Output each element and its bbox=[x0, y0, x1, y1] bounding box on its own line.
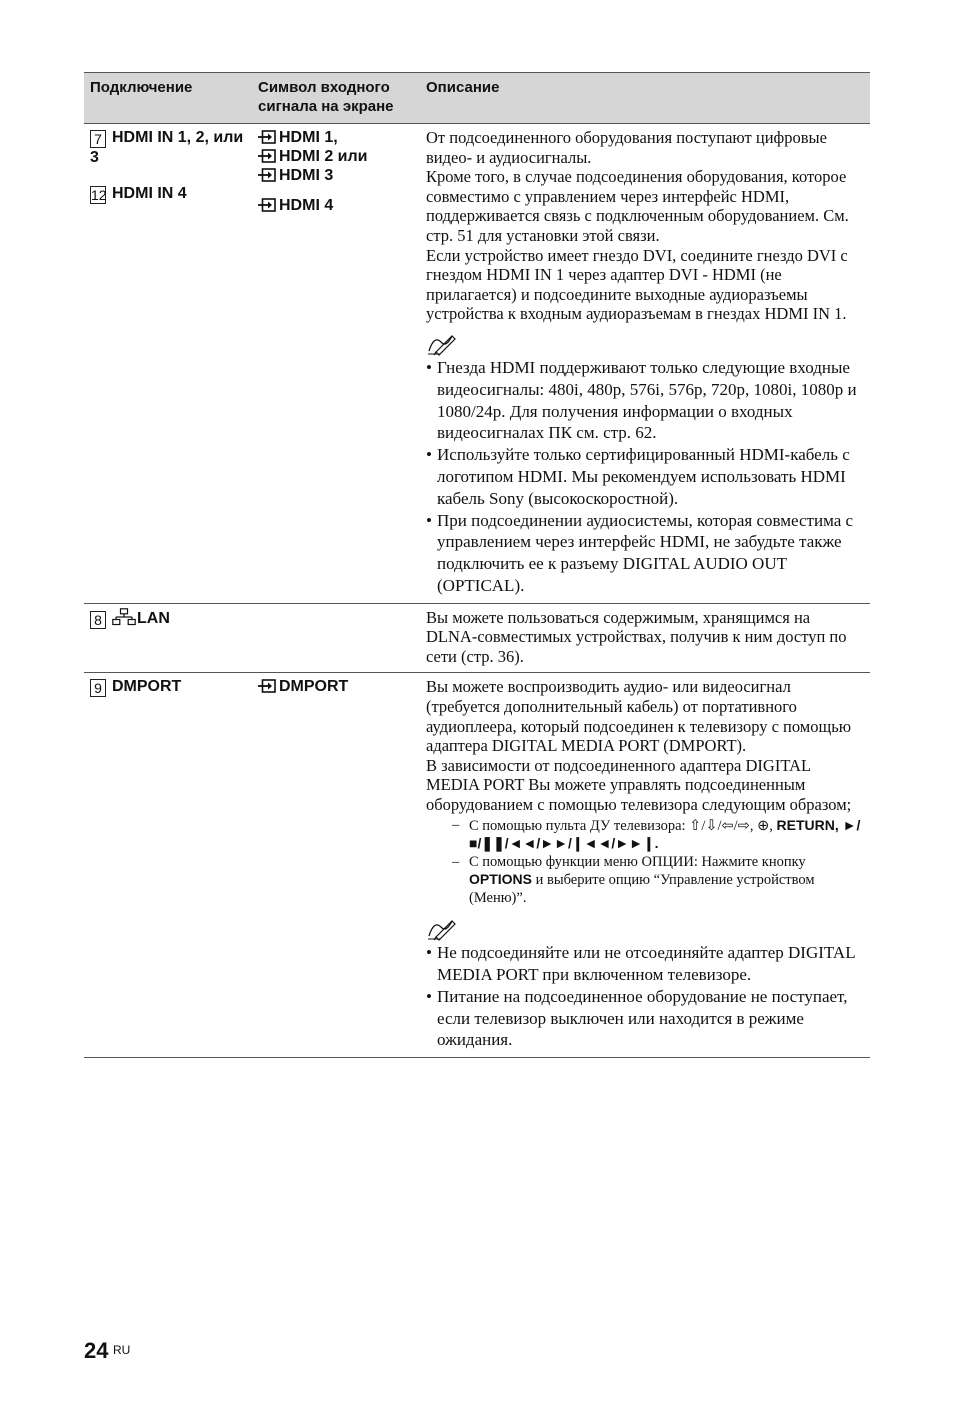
description-cell bbox=[420, 603, 870, 673]
page-language-code: RU bbox=[113, 1343, 131, 1357]
description-cell bbox=[420, 124, 870, 604]
input-icon bbox=[258, 168, 276, 182]
symbol-cell bbox=[252, 603, 420, 673]
options-button-label: OPTIONS bbox=[469, 871, 533, 888]
description-text: В зависимости от подсоединенного адаптера DIGITAL MEDIA PORT Вы можете управлять подсоединенным оборудованием с помощью телевизора следующим образом; bbox=[426, 755, 852, 815]
connection-label: HDMI IN 1, 2, или 3 bbox=[90, 129, 244, 166]
note-item: • Гнезда HDMI поддерживают только следующие входные видеосигналы: 480i, 480p, 576i, 576p, 720p, 1080i, 1080p и 1080/24p. Для получения информации о входных видеосигналах ПК см. стр. 62. bbox=[426, 357, 864, 444]
note-pencil-icon bbox=[426, 917, 458, 941]
header-symbol: Символ входного сигнала на экране bbox=[252, 73, 420, 124]
header-connection: Подключение bbox=[84, 73, 252, 124]
symbol-hdmi-1: HDMI 1, bbox=[258, 128, 414, 147]
playback-buttons-label: , ►/■/❚❚/◄◄/►►/❙◄◄/►►❙. bbox=[469, 816, 861, 852]
symbol-cell bbox=[252, 124, 420, 604]
connections-table bbox=[84, 72, 870, 1058]
symbol-hdmi-2: HDMI 2 или bbox=[258, 147, 414, 166]
description-text: От подсоединенного оборудования поступают цифровые видео- и аудиосигналы. bbox=[426, 128, 827, 167]
input-icon bbox=[258, 149, 276, 163]
note-item: • При подсоединении аудиосистемы, которая совместима с управлением через интерфейс HDMI, не забудьте также подключить ее к разъему DIGITAL AUDIO OUT (OPTICAL). bbox=[426, 510, 864, 597]
return-button-label: RETURN bbox=[776, 816, 835, 833]
network-icon bbox=[112, 608, 136, 626]
item-number-box: 9 bbox=[90, 679, 106, 697]
connection-hdmi-4 bbox=[90, 184, 246, 204]
input-icon bbox=[258, 130, 276, 144]
connection-label: HDMI IN 4 bbox=[112, 185, 187, 202]
description-text: Вы можете воспроизводить аудио- или видеосигнал (требуется дополнительный кабель) от портативного аудиоплеера, который подсоединен к телевизору с помощью адаптера DIGITAL MEDIA PORT (DMPORT). bbox=[426, 677, 852, 756]
connection-label: DMPORT bbox=[112, 678, 182, 696]
description-cell bbox=[420, 673, 870, 1058]
note-pencil-icon bbox=[426, 332, 458, 356]
connection-cell bbox=[84, 673, 252, 1058]
symbol-hdmi-4: HDMI 4 bbox=[258, 196, 414, 215]
connection-hdmi-1-3 bbox=[90, 128, 246, 167]
notes-list bbox=[426, 357, 864, 597]
note-item: • Не подсоединяйте или не отсоединяйте адаптер DIGITAL MEDIA PORT при включенном телевизоре. bbox=[426, 942, 864, 986]
control-methods-list bbox=[452, 817, 864, 908]
table-row-lan bbox=[84, 603, 870, 673]
item-number-box: 12 bbox=[91, 187, 107, 203]
connection-cell bbox=[84, 124, 252, 604]
notes-list bbox=[426, 942, 864, 1051]
input-icon bbox=[258, 679, 276, 693]
connection-label: LAN bbox=[137, 609, 170, 627]
symbol-hdmi-3: HDMI 3 bbox=[258, 166, 414, 185]
connection-lan bbox=[90, 608, 246, 629]
description-text: Если устройство имеет гнездо DVI, соедините гнездо DVI с гнездом HDMI IN 1 через адаптер DVI - HDMI (не прилагается) и подсоедините выходные аудиоразъемы устройства к входным аудиоразъемам в гнездах HDMI IN 1. bbox=[426, 245, 848, 324]
header-description: Описание bbox=[420, 73, 870, 124]
control-method-options: – С помощью функции меню ОПЦИИ: Нажмите кнопку OPTIONS и выберите опцию “Управление устройством (Меню)”. bbox=[452, 854, 864, 908]
connection-cell bbox=[84, 603, 252, 673]
page-number: 24 bbox=[84, 1338, 109, 1363]
symbol-cell bbox=[252, 673, 420, 1058]
symbol-dmport: DMPORT bbox=[258, 677, 414, 696]
description-text: Кроме того, в случае подсоединения оборудования, которое совместимо с управлением через интерфейс HDMI, поддерживается связь с подключенным оборудованием. См. стр. 51 для установки этой связи. bbox=[426, 167, 849, 245]
item-number-box: 8 bbox=[90, 611, 106, 629]
control-method-remote: – С помощью пульта ДУ телевизора: ⇧/⇩/⇦/⇨, ⊕, RETURN, ►/■/❚❚/◄◄/►►/❙◄◄/►►❙. bbox=[452, 817, 864, 854]
note-item: • Используйте только сертифицированный HDMI-кабель с логотипом HDMI. Мы рекомендуем использовать HDMI кабель Sony (высокоскоростной). bbox=[426, 444, 864, 509]
item-number-box: 7 bbox=[90, 130, 106, 148]
note-item: • Питание на подсоединенное оборудование не поступает, если телевизор выключен или находится в режиме ожидания. bbox=[426, 986, 864, 1051]
description-text: Вы можете пользоваться содержимым, хранящимся на DLNA-совместимых устройствах, получив к ним доступ по сети (стр. 36). bbox=[426, 607, 847, 666]
table-header-row bbox=[84, 73, 870, 124]
table-row-dmport bbox=[84, 673, 870, 1058]
table-row-hdmi bbox=[84, 124, 870, 604]
connection-dmport bbox=[90, 677, 246, 697]
input-icon bbox=[258, 198, 276, 212]
